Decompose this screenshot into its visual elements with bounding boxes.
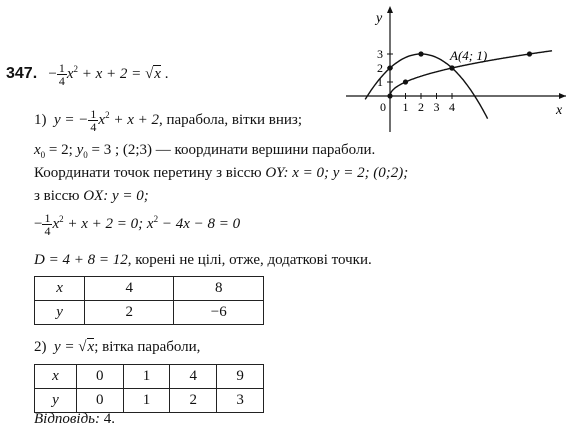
y-axis-label: y [376,11,383,26]
step2-label: 2) [34,339,47,355]
answer-label: Відповідь: [34,411,104,427]
y-tick-label: 2 [377,61,383,75]
step1-fraction: $\frac{1}{4}$ [90,107,97,134]
eq-end: . [160,65,169,82]
eq-sqrt-sign: √ [145,65,154,82]
step1-comment: , парабола, вітки вниз; [158,111,303,128]
table-row: x 0 1 4 9 [35,365,264,389]
graph-point [403,79,408,84]
graph-point [527,51,532,56]
discriminant-line: D = 4 + 8 = 12, корені не цілі, отже, додаткові точки. [34,252,372,268]
step1-x: x [98,111,106,128]
graph-canvas [346,6,566,132]
ox-intersection-line: з віссю OX: y = 0; [34,188,149,204]
answer-value: 4. [103,411,116,427]
eq-neg: − [48,65,57,82]
step1-label: 1) [34,111,47,128]
answer-line [34,411,115,428]
eq-sqrt-arg: x [154,65,161,82]
y-tick-label: 1 [377,75,383,89]
step1-line: 1) y = − $\frac{1}{4}$ $x^2 + x + 2$, парабола, вітки вниз; [34,107,303,134]
table-row: x 4 8 [35,277,264,301]
graph [338,0,574,140]
graph-point [418,51,423,56]
table-row: y 0 1 2 3 [35,389,264,413]
graph-point [449,65,454,70]
problem-number: 347. [6,64,38,82]
problem-line: 347. − $\frac{1}{4}$ $x^2 + x + 2 = √x$ . [6,61,169,88]
x-axis-arrow [559,93,566,99]
eq-x-squared: x [66,65,74,82]
step2-line: 2) y = √x; вітка параболи, [34,339,201,355]
graph-point [387,65,392,70]
y-axis-arrow [387,6,393,13]
eq-rest: + x + 2 = [78,65,146,82]
eq-fraction: $\frac{1}{4}$ [58,61,65,88]
step1-eq-rest: + x + 2 [109,111,159,128]
values-table-sqrt [34,364,264,413]
graph-point [387,93,392,98]
quadratic-line: − $\frac{1}{4}$ $x^2 + x + 2 = 0$; $x^2 - 4x - 8 = 0$ [34,211,241,238]
origin-label: 0 [380,100,386,114]
vertex-line: $x_0 = 2$; $y_0 = 3$ ; (2;3) — координати вершини параболи. [34,142,376,160]
oy-intersection-line: Координати точок перетину з віссю OY: x = 0; y = 2; (0;2); [34,165,409,181]
x-tick-label: 3 [433,100,440,114]
x-tick-label: 1 [402,100,409,114]
x-tick-label: 4 [449,100,455,114]
values-table-parabola [34,276,264,325]
step1-eq-start: y = − [54,111,89,128]
x-tick-label: 2 [418,100,424,114]
table-row: y 2 −6 [35,301,264,325]
intersection-label: A(4; 1) [450,48,488,63]
y-tick-label: 3 [377,47,383,61]
x-axis-label: x [556,103,563,118]
